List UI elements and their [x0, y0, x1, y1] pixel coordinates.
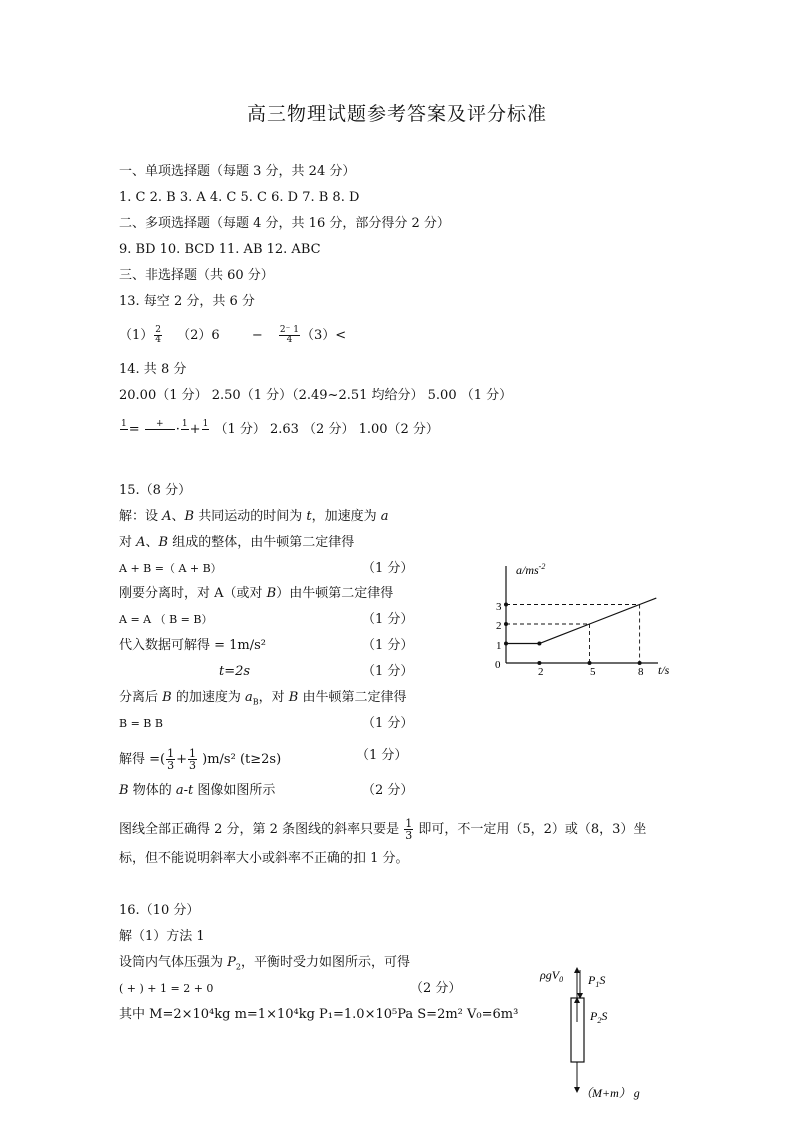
x-tick-8: 8	[638, 666, 644, 678]
page-title: 高三物理试题参考答案及评分标准	[246, 103, 547, 125]
x-axis-label: t/s	[658, 663, 670, 677]
q14-header: 14. 共 8 分	[119, 362, 187, 377]
q15-score-7: （2 分）	[362, 783, 414, 798]
q15-score-4: （1 分）	[362, 664, 414, 679]
section2-heading: 二、多项选择题（每题 4 分，共 16 分，部分得分 2 分）	[119, 216, 450, 231]
q15-line4: 代入数据可解得 = 1m/s²	[119, 638, 267, 653]
q14-frac-a: 1	[121, 419, 127, 429]
gravity-label: （M+m） g	[580, 1086, 640, 1100]
q16-line1: 解（1）方法 1	[119, 929, 205, 944]
graph-point-1	[504, 622, 508, 626]
q14-frac-d: 1	[202, 419, 209, 429]
buoyancy-label: ρgV$_0$	[540, 968, 564, 984]
graph-marks	[504, 598, 656, 665]
y-tick-2: 2	[496, 620, 502, 632]
q15-line1: 解：设 A、B 共同运动的时间为 t，加速度为 a	[119, 509, 389, 524]
q15-frac-2: $\frac{1}{3}$	[189, 747, 197, 772]
q16-score: （2 分）	[410, 981, 462, 996]
q15-line8: B 物体的 a-t 图像如图所示	[119, 783, 276, 798]
q15-score-3: （1 分）	[362, 638, 414, 653]
q14-frac-c: 1	[181, 419, 188, 429]
graph-point-3	[537, 661, 541, 665]
q13-answers	[119, 326, 346, 345]
section2-answers: 9. BD 10. BCD 11. AB 12. ABC	[119, 242, 321, 257]
q15-frac-1: $\frac{1}{3}$	[167, 747, 175, 772]
q15-equation-2: A = A （ B = B）	[119, 613, 213, 626]
q13-part1: （1）	[119, 328, 154, 343]
q15-header: 15.（8 分）	[119, 483, 192, 498]
q15-line5: t=2s	[219, 664, 251, 679]
y-axis-label: $a/ms^{-2}$	[516, 562, 546, 577]
q13-fraction-2: $\frac{2^- 1}{4}$	[279, 325, 299, 345]
q16-line2: 设筒内气体压强为 $P_2$，平衡时受力如图所示，可得	[119, 955, 410, 972]
q15-line7: 解得 =( $\frac{1}{3}$ + $\frac{1}{3}$ )m/s² (t≥2s)	[119, 747, 282, 772]
q15-score-6: （1 分）	[356, 748, 408, 763]
q13-header: 13. 每空 2 分，共 6 分	[119, 294, 255, 309]
q13-dash: −	[251, 328, 263, 343]
y-tick-1: 1	[496, 640, 502, 652]
q14-equals: =	[128, 422, 140, 437]
q13-part3: （3）<	[300, 328, 347, 343]
q15-score-5: （1 分）	[362, 716, 414, 731]
q15-equation-3: B = B B	[119, 717, 163, 730]
q15-score-2: （1 分）	[362, 612, 414, 627]
q15-line9: 图线全部正确得 2 分，第 2 条图线的斜率只要是 $\frac{1}{3}$ 即可，不一定用（5，2）或（8，3）坐	[119, 817, 647, 842]
graph-point-4	[588, 661, 592, 665]
y-tick-3: 3	[496, 601, 502, 613]
q16-equation: ( + ) + 1 = 2 + 0	[119, 982, 214, 995]
p2s-label: $P_2S$	[590, 1009, 608, 1025]
q15-line6: 分离后 B 的加速度为 $a_B$，对 B 由牛顿第二定律得	[119, 690, 407, 707]
x-tick-5: 5	[590, 666, 596, 678]
p1s-label: $P_1S$	[588, 973, 606, 989]
graph-point-6	[537, 642, 541, 646]
q15-frac-slope: $\frac{1}{3}$	[405, 817, 413, 842]
section1-answers: 1. C 2. B 3. A 4. C 5. C 6. D 7. B 8. D	[119, 190, 360, 205]
at-graph	[490, 558, 690, 684]
origin-label: 0	[495, 659, 501, 671]
q14-dot: ·	[175, 422, 180, 437]
q14-plus: +	[189, 422, 201, 437]
graph-point-5	[638, 661, 642, 665]
graph-point-0	[504, 642, 508, 646]
q16-line3: 其中 M=2×10⁴kg m=1×10⁴kg P₁=1.0×10⁵Pa S=2m² V₀=6m³	[119, 1007, 519, 1022]
q13-fraction-1: $\frac{2}{4}$	[155, 325, 162, 345]
force-diagram	[530, 962, 670, 1102]
q14-rest: （1 分） 2.63 （2 分） 1.00（2 分）	[214, 422, 439, 437]
q16-header: 16.（10 分）	[119, 903, 200, 918]
q15-line3: 刚要分离时，对 A（或对 B）由牛顿第二定律得	[119, 586, 394, 601]
q13-part2: （2）6	[177, 328, 220, 343]
q14-line3	[119, 420, 439, 439]
graph-point-2	[504, 603, 508, 607]
section1-heading: 一、单项选择题（每题 3 分，共 24 分）	[119, 164, 356, 179]
q15-equation-1: A + B =（ A + B）	[119, 562, 222, 575]
x-tick-2: 2	[538, 666, 544, 678]
q15-score-1: （1 分）	[362, 561, 414, 576]
q14-frac-b: +	[145, 420, 175, 439]
section3-heading: 三、非选择题（共 60 分）	[119, 268, 274, 283]
q14-line2: 20.00（1 分） 2.50（1 分）（2.49~2.51 均给分） 5.00 （1 分）	[119, 388, 513, 403]
q15-line2: 对 A、B 组成的整体，由牛顿第二定律得	[119, 535, 355, 550]
q15-line10: 标，但不能说明斜率大小或斜率不正确的扣 1 分。	[119, 851, 409, 866]
